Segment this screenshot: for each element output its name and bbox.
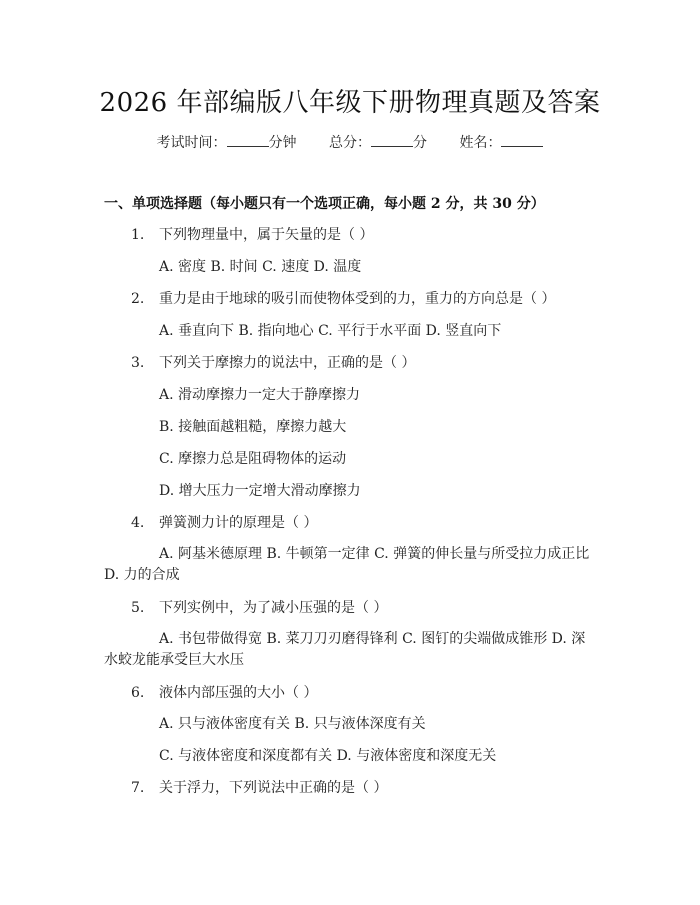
student-name-blank xyxy=(501,132,543,147)
question-5-options-line-1: A. 书包带做得宽 B. 菜刀刀刃磨得锋利 C. 图钉的尖端做成锥形 D. 深 xyxy=(159,631,586,647)
exam-time-blank xyxy=(227,132,269,147)
question-number: 3. xyxy=(131,355,145,371)
section-heading: 一、单项选择题（每小题只有一个选项正确，每小题 2 分，共 30 分） xyxy=(104,196,545,212)
total-score-field xyxy=(329,135,431,151)
question-text: 下列实例中，为了减小压强的是（ ） xyxy=(159,600,388,616)
question-text: 关于浮力，下列说法中正确的是（ ） xyxy=(159,780,388,796)
question-text: 下列物理量中，属于矢量的是（ ） xyxy=(159,227,374,243)
question-7 xyxy=(131,777,387,797)
question-6-options-line-1: A. 只与液体密度有关 B. 只与液体深度有关 xyxy=(159,716,426,732)
document-title: 2026 年部编版八年级下册物理真题及答案 xyxy=(99,88,601,118)
question-3-option-b: B. 接触面越粗糙，摩擦力越大 xyxy=(159,419,347,435)
question-text: 下列关于摩擦力的说法中，正确的是（ ） xyxy=(159,355,416,371)
question-3-option-c: C. 摩擦力总是阻碍物体的运动 xyxy=(159,451,347,467)
question-3 xyxy=(131,352,415,372)
question-number: 4. xyxy=(131,515,145,531)
question-4-options-line-2: D. 力的合成 xyxy=(104,567,180,583)
exam-time-label: 考试时间： xyxy=(156,135,227,151)
question-4 xyxy=(131,512,317,532)
question-1-options: A. 密度 B. 时间 C. 速度 D. 温度 xyxy=(159,259,362,275)
exam-time-field xyxy=(157,135,301,151)
question-3-option-d: D. 增大压力一定增大滑动摩擦力 xyxy=(159,483,361,499)
total-score-label: 总分： xyxy=(329,135,371,151)
student-name-label: 姓名： xyxy=(459,135,502,151)
question-3-option-a: A. 滑动摩擦力一定大于静摩擦力 xyxy=(159,387,361,403)
exam-time-unit: 分钟 xyxy=(268,135,297,151)
total-score-unit: 分 xyxy=(413,135,427,151)
question-number: 5. xyxy=(131,600,145,616)
question-2-options: A. 垂直向下 B. 指向地心 C. 平行于水平面 D. 竖直向下 xyxy=(159,323,502,339)
question-5 xyxy=(131,597,387,617)
question-number: 1. xyxy=(131,227,145,243)
question-1 xyxy=(131,224,373,244)
question-4-options-line-1: A. 阿基米德原理 B. 牛顿第一定律 C. 弹簧的伸长量与所受拉力成正比 xyxy=(159,546,590,562)
question-text: 重力是由于地球的吸引而使物体受到的力，重力的方向总是（ ） xyxy=(159,291,556,307)
question-2 xyxy=(131,288,555,308)
question-number: 6. xyxy=(131,685,145,701)
question-5-options-line-2: 水蛟龙能承受巨大水压 xyxy=(104,652,244,668)
exam-meta-line xyxy=(0,132,700,152)
total-score-blank xyxy=(371,132,413,147)
student-name-field xyxy=(459,135,543,151)
question-text: 液体内部压强的大小（ ） xyxy=(159,685,318,701)
question-6 xyxy=(131,682,317,702)
question-6-options-line-2: C. 与液体密度和深度都有关 D. 与液体密度和深度无关 xyxy=(159,748,497,764)
question-number: 7. xyxy=(131,780,145,796)
question-number: 2. xyxy=(131,291,145,307)
question-text: 弹簧测力计的原理是（ ） xyxy=(159,515,318,531)
